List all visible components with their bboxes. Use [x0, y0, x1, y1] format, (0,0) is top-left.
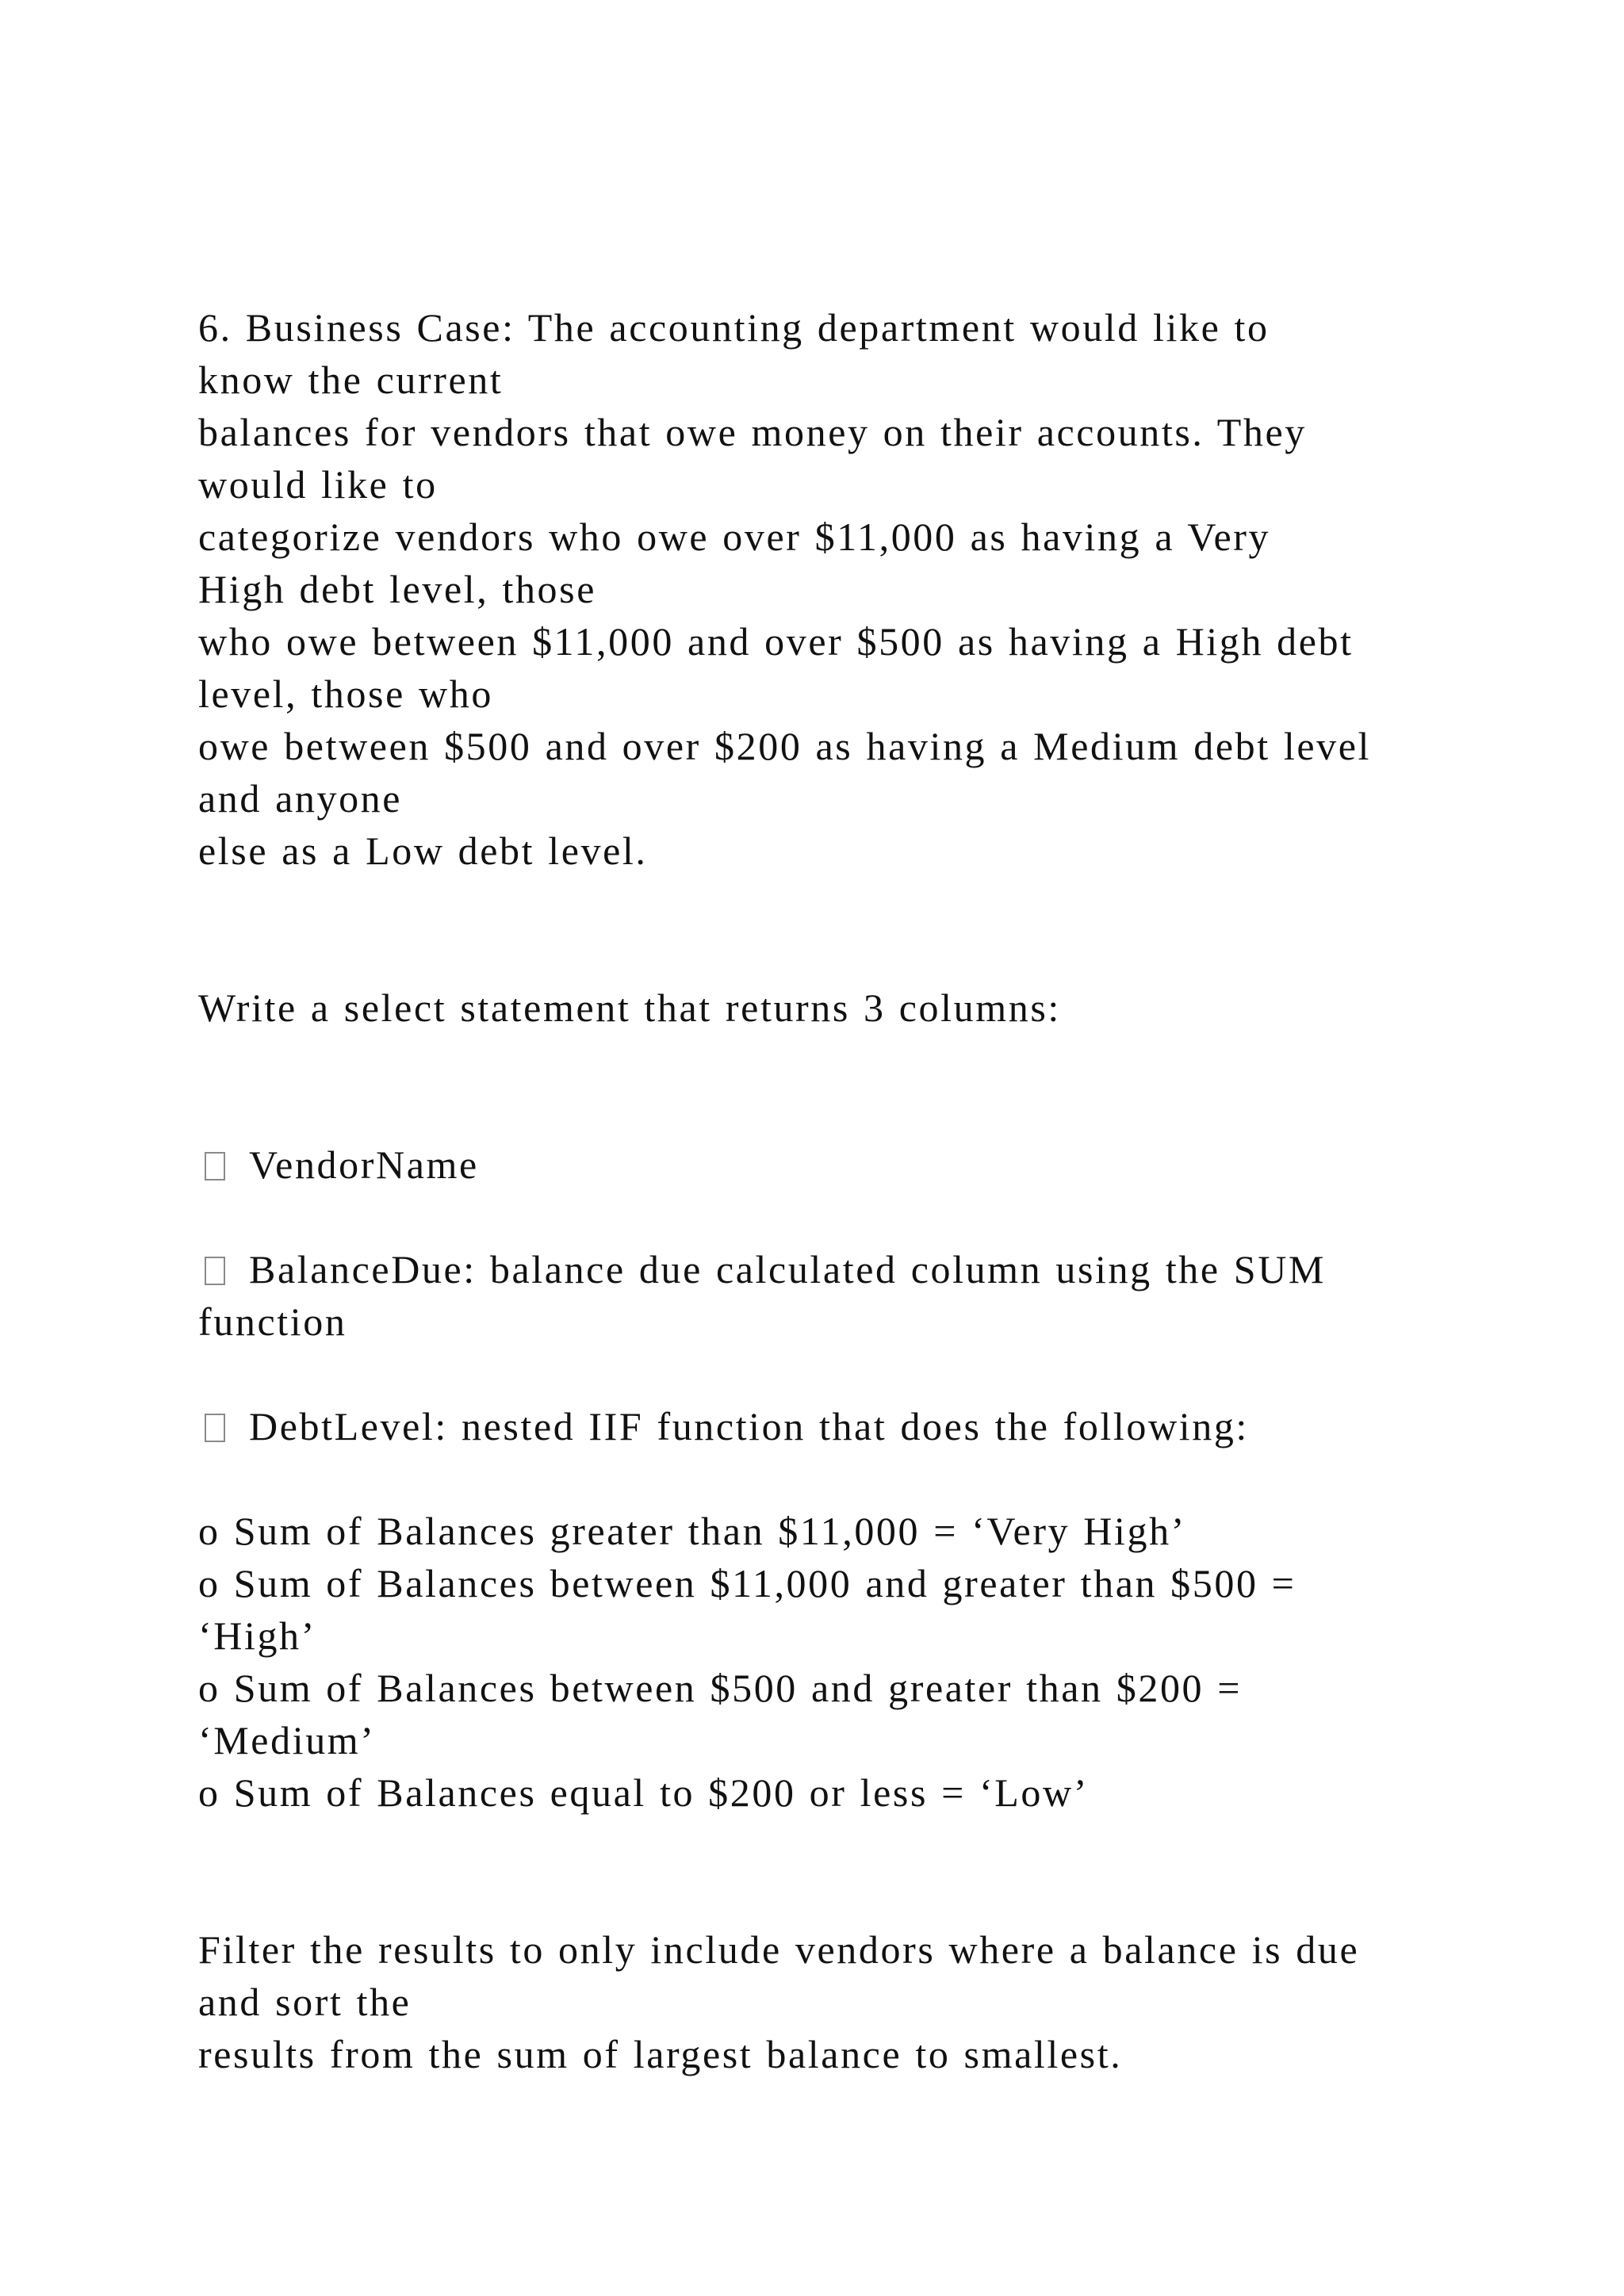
missing-glyph-bullet-icon [205, 1414, 225, 1442]
paragraph-line: 6. Business Case: The accounting department would like to [198, 305, 1270, 350]
list-item [198, 1400, 1546, 1452]
paragraph-line: owe between $500 and over $200 as having a Medium debt level [198, 724, 1372, 768]
spacer [198, 1452, 1546, 1505]
spacer [198, 1191, 1546, 1243]
filter-paragraph [198, 1923, 1546, 2080]
paragraph-line: level, those who [198, 672, 493, 716]
condition-item: ‘Medium’ [198, 1718, 376, 1762]
paragraph-line: who owe between $11,000 and over $500 as having a High debt [198, 619, 1354, 664]
missing-glyph-bullet-icon [205, 1152, 225, 1181]
paragraph-line: Filter the results to only include vendors where a balance is due [198, 1927, 1360, 1972]
document-page [198, 301, 1546, 2080]
paragraph-line: and anyone [198, 776, 403, 821]
condition-list [198, 1505, 1546, 1819]
spacer [198, 1819, 1546, 1923]
paragraph-line: and sort the [198, 1980, 412, 2024]
list-item-text: BalanceDue: balance due calculated column using the SUM [249, 1247, 1326, 1292]
list-item [198, 1243, 1546, 1348]
spacer [198, 1034, 1546, 1138]
paragraph-line: categorize vendors who owe over $11,000 as having a Very [198, 515, 1271, 559]
spacer [198, 877, 1546, 982]
paragraph-line: know the current [198, 358, 504, 402]
spacer [198, 1348, 1546, 1400]
condition-item: o Sum of Balances between $11,000 and greater than $500 = [198, 1561, 1297, 1605]
list-item [198, 1138, 1546, 1191]
condition-item: o Sum of Balances equal to $200 or less = ‘Low’ [198, 1770, 1089, 1815]
paragraph-line: results from the sum of largest balance to smallest. [198, 2032, 1123, 2076]
instruction-text: Write a select statement that returns 3 columns: [198, 985, 1061, 1030]
condition-item: o Sum of Balances greater than $11,000 = ‘Very High’ [198, 1509, 1186, 1553]
condition-item: ‘High’ [198, 1613, 316, 1658]
list-item-text: function [198, 1299, 347, 1344]
paragraph-line: else as a Low debt level. [198, 828, 648, 873]
list-item-text: VendorName [249, 1142, 479, 1187]
paragraph-line: would like to [198, 462, 438, 507]
condition-item: o Sum of Balances between $500 and greater than $200 = [198, 1666, 1243, 1710]
list-item-text: DebtLevel: nested IIF function that does the following: [249, 1404, 1249, 1448]
business-case-paragraph [198, 301, 1546, 877]
paragraph-line: High debt level, those [198, 567, 596, 611]
column-list [198, 1138, 1546, 1452]
missing-glyph-bullet-icon [205, 1257, 225, 1285]
paragraph-line: balances for vendors that owe money on their accounts. They [198, 410, 1307, 454]
